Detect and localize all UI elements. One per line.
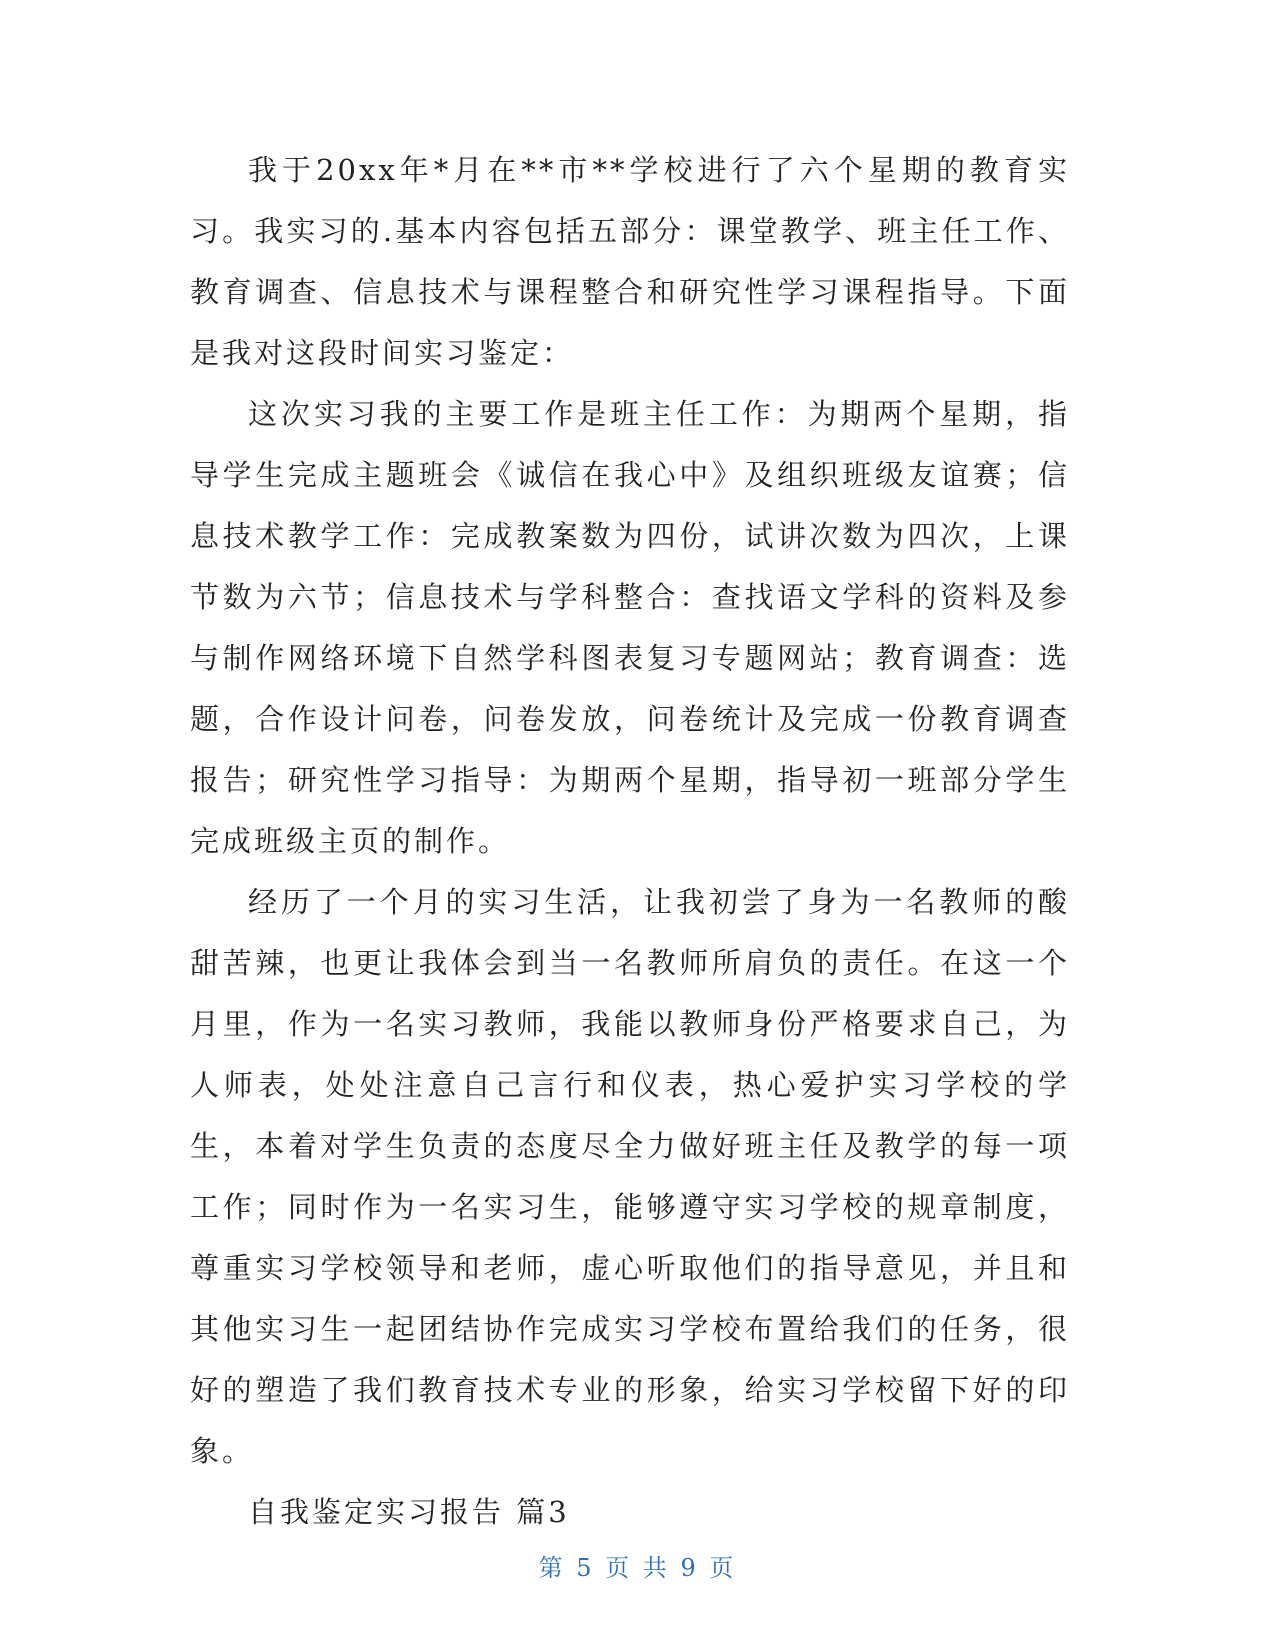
paragraph-intro: 我于20xx年*月在**市**学校进行了六个星期的教育实习。我实习的.基本内容包括五部分：课堂教学、班主任工作、教育调查、信息技术与课程整合和研究性学习课程指导。下面是我对这段时间实习鉴定： (190, 153, 1070, 370)
paragraph-work-summary: 这次实习我的主要工作是班主任工作：为期两个星期，指导学生完成主题班会《诚信在我心中》及组织班级友谊赛；信息技术教学工作：完成教案数为四份，试讲次数为四次，上课节数为六节；信息技术与学科整合：查找语文学科的资料及参与制作网络环境下自然学科图表复习专题网站；教育调查：选题，合作设计问卷，问卷发放，问卷统计及完成一份教育调查报告；研究性学习指导：为期两个星期，指导初一班部分学生完成班级主页的制作。 (190, 397, 1070, 858)
page-footer (0, 1548, 1275, 1583)
document-body (190, 140, 1070, 1543)
page-number: 第 5 页 共 9 页 (538, 1554, 737, 1582)
paragraph-reflection: 经历了一个月的实习生活，让我初尝了身为一名教师的酸甜苦辣，也更让我体会到当一名教师所肩负的责任。在这一个月里，作为一名实习教师，我能以教师身份严格要求自己，为人师表，处处注意自己言行和仪表，热心爱护实习学校的学生，本着对学生负责的态度尽全力做好班主任及教学的每一项工作；同时作为一名实习生，能够遵守实习学校的规章制度，尊重实习学校领导和老师，虚心听取他们的指导意见，并且和其他实习生一起团结协作完成实习学校布置给我们的任务，很好的塑造了我们教育技术专业的形象，给实习学校留下好的印象。 (190, 885, 1070, 1468)
section-heading: 自我鉴定实习报告 篇3 (248, 1495, 570, 1529)
